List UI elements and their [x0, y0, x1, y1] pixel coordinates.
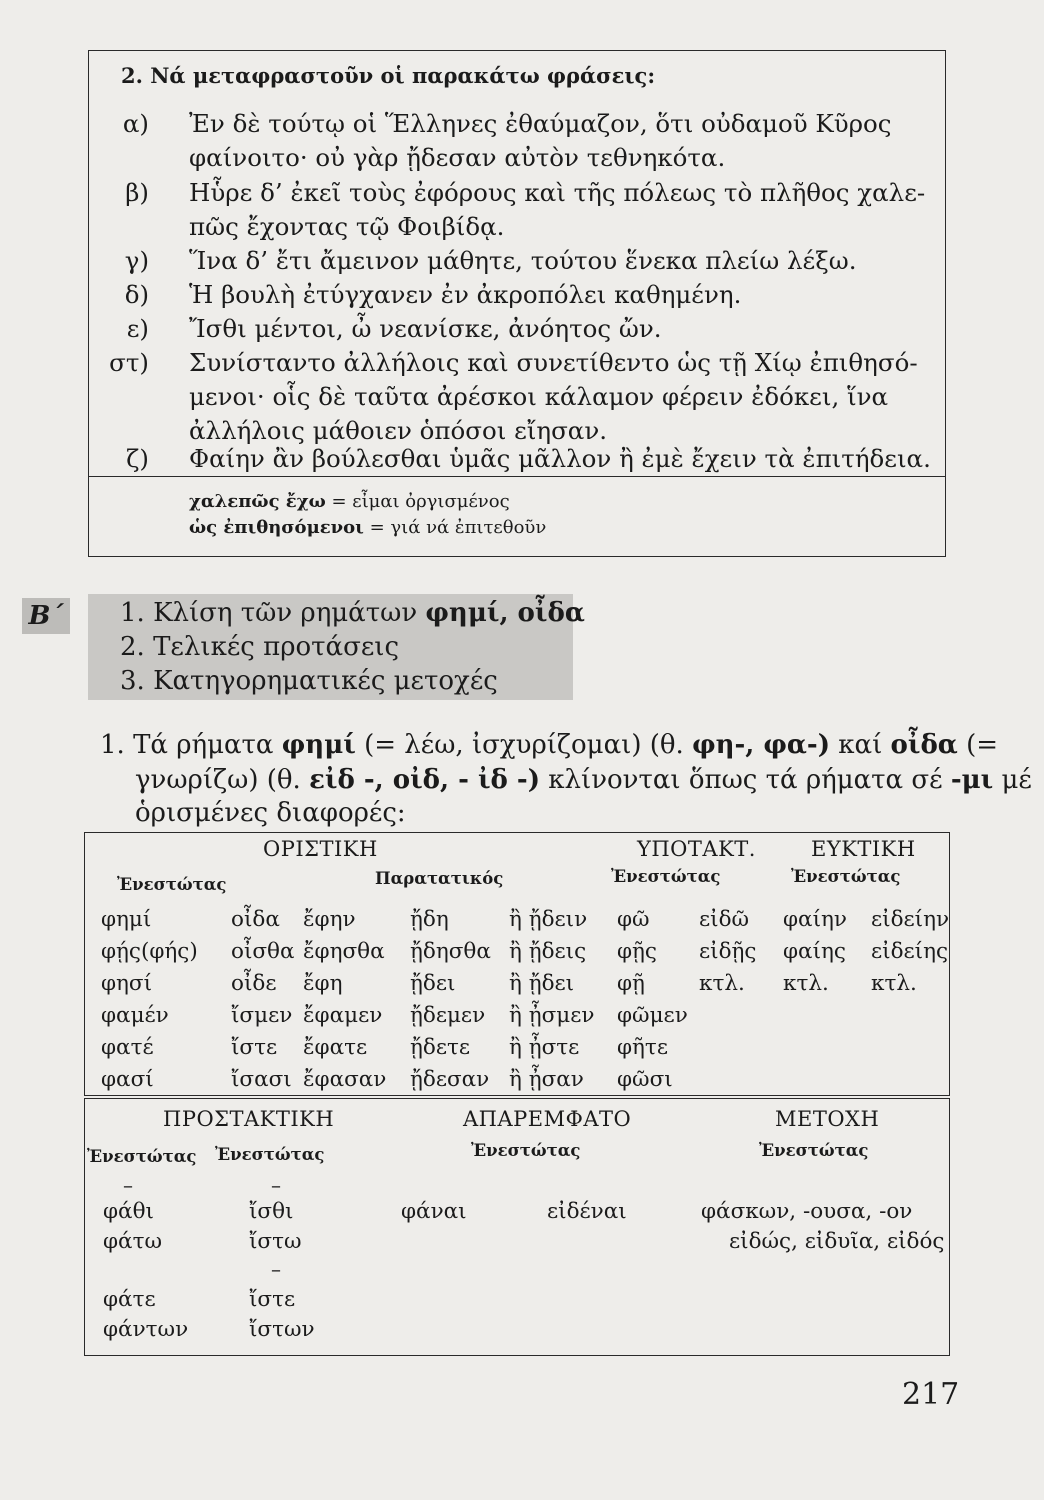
- dash-1: –: [123, 1173, 133, 1197]
- hdr-oristiki: ΟΡΙΣΤΙΚΗ: [263, 837, 378, 861]
- conjugation-table-1: [84, 832, 950, 1096]
- table1-cell-r1-c4: ᾔδη: [410, 907, 449, 932]
- sub2-part: Ἐνεστώτας: [759, 1141, 869, 1160]
- imp2-4: ἴστων: [249, 1317, 315, 1342]
- dash-2: –: [271, 1173, 281, 1197]
- para-l1-e: καί: [830, 730, 891, 760]
- para-line-1: [100, 730, 998, 760]
- topic-2-num: 2.: [120, 632, 145, 662]
- table1-cell-r2-c8: φαίης: [783, 939, 846, 964]
- table1-cell-r3-c9: κτλ.: [871, 971, 917, 996]
- para-l1-f: οἶδα: [890, 730, 958, 760]
- item-st-line1: Συνίσταντο ἀλλήλοις καὶ συνετίθεντο ὡς τῇ Χίῳ ἐπιθησό-: [189, 348, 918, 377]
- item-label-z: ζ): [126, 444, 149, 473]
- table1-cell-r3-c5: ἢ ᾔδει: [509, 971, 575, 996]
- sub2-imp2: Ἐνεστώτας: [215, 1145, 325, 1164]
- table1-cell-r2-c3: ἔφησθα: [303, 939, 385, 964]
- sub-paratatikos: Παρατατικός: [375, 869, 504, 888]
- para-l1-a: 1. Τά ρήματα: [100, 730, 282, 760]
- para-l1-g: (=: [957, 730, 999, 760]
- imp2-2: ἴστω: [249, 1229, 302, 1254]
- table1-cell-r2-c5: ἢ ᾔδεις: [509, 939, 587, 964]
- para-l1-d: φη-, φα-): [692, 730, 831, 760]
- sub-enestotas: Ἐνεστώτας: [117, 875, 227, 894]
- para-l2-a: γνωρίζω) (θ.: [135, 765, 310, 795]
- sub-ypo-enestotas: Ἐνεστώτας: [611, 867, 721, 886]
- table1-cell-r6-c4: ᾔδεσαν: [410, 1067, 490, 1092]
- part-1: φάσκων, -ουσα, -ον: [701, 1199, 913, 1224]
- item-st-line2: μενοι· οἷς δὲ ταῦτα ἀρέσκοι κάλαμον φέρειν ἐδόκει, ἵνα: [189, 382, 889, 411]
- table1-cell-r5-c6: φῆτε: [617, 1035, 668, 1060]
- table1-cell-r3-c7: κτλ.: [699, 971, 745, 996]
- note-2-def: = γιά νά ἐπιτεθοῦν: [363, 517, 547, 538]
- imp1-4: φάντων: [103, 1317, 189, 1342]
- item-label-st: στ): [109, 348, 149, 377]
- table1-cell-r5-c3: ἔφατε: [303, 1035, 368, 1060]
- para-l1-b: φημί: [281, 730, 356, 760]
- table1-cell-r4-c6: φῶμεν: [617, 1003, 688, 1028]
- hdr-prostaktiki: ΠΡΟΣΤΑΚΤΙΚΗ: [163, 1107, 335, 1131]
- imp2-3: ἴστε: [249, 1287, 296, 1312]
- item-z-line1: Φαίην ἂν βούλεσθαι ὑμᾶς μᾶλλον ἢ ἐμὲ ἔχειν τὰ ἐπιτήδεια.: [189, 444, 931, 473]
- table1-cell-r6-c1: φασί: [101, 1067, 154, 1092]
- table1-cell-r4-c1: φαμέν: [101, 1003, 169, 1028]
- item-st-line3: ἀλλήλοις μάθοιεν ὁπόσοι εἴησαν.: [189, 416, 608, 445]
- exercise-divider: [89, 476, 945, 477]
- item-a-line2: φαίνοιτο· οὐ γὰρ ᾔδεσαν αὐτὸν τεθνηκότα.: [189, 143, 726, 172]
- hdr-metochi: ΜΕΤΟΧΗ: [775, 1107, 880, 1131]
- para-line-2: [135, 765, 1032, 795]
- inf-1: φάναι: [401, 1199, 467, 1224]
- item-label-d: δ): [124, 280, 149, 309]
- topic-2-text: Τελικές προτάσεις: [153, 632, 400, 662]
- imp1-1: φάθι: [103, 1199, 154, 1224]
- para-l1-c: (= λέω, ἰσχυρίζομαι) (θ.: [355, 730, 693, 760]
- section-badge: Β΄: [22, 598, 70, 634]
- topic-3: [120, 666, 498, 696]
- table1-cell-r1-c9: εἰδείην: [871, 907, 950, 932]
- note-1-term: χαλεπῶς ἔχω: [189, 491, 326, 512]
- imp2-1: ἴσθι: [249, 1199, 294, 1224]
- note-1: [189, 491, 510, 512]
- topic-3-text: Κατηγορηματικές μετοχές: [153, 666, 498, 696]
- table1-cell-r1-c8: φαίην: [783, 907, 847, 932]
- table1-cell-r1-c6: φῶ: [617, 907, 650, 932]
- hdr-euktiki: ΕΥΚΤΙΚΗ: [811, 837, 916, 861]
- note-1-def: = εἶμαι ὀργισμένος: [325, 491, 510, 512]
- table1-cell-r5-c4: ᾔδετε: [410, 1035, 470, 1060]
- item-label-e: ε): [126, 314, 149, 343]
- note-2-term: ὡς ἐπιθησόμενοι: [189, 517, 364, 538]
- item-c-line1: Ἵνα δ’ ἔτι ἄμεινον μάθητε, τούτου ἕνεκα πλείω λέξω.: [189, 246, 857, 275]
- table1-cell-r3-c6: φῇ: [617, 971, 645, 996]
- table1-cell-r3-c8: κτλ.: [783, 971, 829, 996]
- table1-cell-r6-c5: ἢ ᾖσαν: [509, 1067, 584, 1092]
- table1-cell-r4-c4: ᾔδεμεν: [410, 1003, 486, 1028]
- table1-cell-r3-c1: φησί: [101, 971, 153, 996]
- topic-3-num: 3.: [120, 666, 145, 696]
- dash-3: –: [271, 1257, 281, 1281]
- para-l2-d: -μι: [950, 765, 994, 795]
- topic-2: [120, 632, 399, 662]
- table1-cell-r1-c5: ἢ ᾔδειν: [509, 907, 588, 932]
- table1-cell-r1-c7: εἰδῶ: [699, 907, 750, 932]
- table1-cell-r5-c2: ἴστε: [231, 1035, 278, 1060]
- table1-cell-r2-c6: φῇς: [617, 939, 657, 964]
- table1-cell-r2-c9: εἰδείης: [871, 939, 949, 964]
- table1-cell-r6-c2: ἴσασι: [231, 1067, 292, 1092]
- item-d-line1: Ἡ βουλὴ ἐτύγχανεν ἐν ἀκροπόλει καθημένη.: [189, 280, 742, 309]
- table1-cell-r3-c3: ἔφη: [303, 971, 343, 996]
- table1-cell-r1-c1: φημί: [101, 907, 152, 932]
- table1-cell-r4-c5: ἢ ᾖσμεν: [509, 1003, 595, 1028]
- para-l2-c: κλίνονται ὅπως τά ρήματα σέ: [540, 765, 951, 795]
- item-label-c: γ): [124, 246, 149, 275]
- hdr-aparemfato: ΑΠΑΡΕΜΦΑΤΟ: [463, 1107, 632, 1131]
- table1-cell-r1-c3: ἔφην: [303, 907, 356, 932]
- item-label-b: β): [125, 178, 149, 207]
- item-e-line1: Ἴσθι μέντοι, ὦ νεανίσκε, ἀνόητος ὤν.: [189, 314, 662, 343]
- sub-euk-enestotas: Ἐνεστώτας: [791, 867, 901, 886]
- table1-cell-r3-c2: οἶδε: [231, 971, 277, 996]
- exercise-box: [88, 50, 946, 557]
- part-2: εἰδώς, εἰδυῖα, εἰδός: [729, 1229, 945, 1254]
- table1-cell-r2-c7: εἰδῇς: [699, 939, 757, 964]
- exercise-heading: 2. Νά μεταφραστοῦν οἱ παρακάτω φράσεις:: [121, 63, 656, 88]
- topic-1-text: Κλίση τῶν ρημάτων: [153, 598, 426, 628]
- imp1-3: φάτε: [103, 1287, 156, 1312]
- table1-cell-r5-c5: ἢ ᾖστε: [509, 1035, 580, 1060]
- topic-1-num: 1.: [120, 598, 145, 628]
- item-a-line1: Ἐν δὲ τούτῳ οἱ Ἕλληνες ἐθαύμαζον, ὅτι οὐδαμοῦ Κῦρος: [189, 109, 892, 138]
- sub2-inf: Ἐνεστώτας: [471, 1141, 581, 1160]
- para-l2-b: εἰδ -, οἰδ, - ἰδ -): [309, 765, 541, 795]
- table1-cell-r2-c2: οἶσθα: [231, 939, 295, 964]
- table1-cell-r1-c2: οἶδα: [231, 907, 280, 932]
- table1-cell-r2-c1: φῄς(φής): [101, 939, 198, 964]
- sub2-imp1: Ἐνεστώτας: [87, 1147, 197, 1166]
- item-b-line2: πῶς ἔχοντας τῷ Φοιβίδᾳ.: [189, 212, 505, 241]
- page-number: 217: [902, 1377, 960, 1412]
- note-2: [189, 517, 546, 538]
- topic-1-bold: φημί, οἶδα: [425, 598, 585, 628]
- inf-2: εἰδέναι: [547, 1199, 627, 1224]
- conjugation-table-2: [84, 1098, 950, 1356]
- table1-cell-r5-c1: φατέ: [101, 1035, 154, 1060]
- item-label-a: α): [122, 109, 149, 138]
- item-b-line1: Ηὗρε δ’ ἐκεῖ τοὺς ἐφόρους καὶ τῆς πόλεως τὸ πλῆθος χαλε-: [189, 178, 926, 207]
- table1-cell-r2-c4: ᾔδησθα: [410, 939, 491, 964]
- hdr-ypotakt: ΥΠΟΤΑΚΤ.: [637, 837, 756, 861]
- table1-cell-r4-c3: ἔφαμεν: [303, 1003, 383, 1028]
- table1-cell-r3-c4: ᾔδει: [410, 971, 456, 996]
- table1-cell-r6-c3: ἔφασαν: [303, 1067, 387, 1092]
- imp1-2: φάτω: [103, 1229, 162, 1254]
- para-l2-e: μέ: [993, 765, 1032, 795]
- table1-cell-r4-c2: ἴσμεν: [231, 1003, 293, 1028]
- para-line-3: ὁρισμένες διαφορές:: [135, 798, 406, 828]
- table1-cell-r6-c6: φῶσι: [617, 1067, 673, 1092]
- topic-1: [120, 598, 585, 628]
